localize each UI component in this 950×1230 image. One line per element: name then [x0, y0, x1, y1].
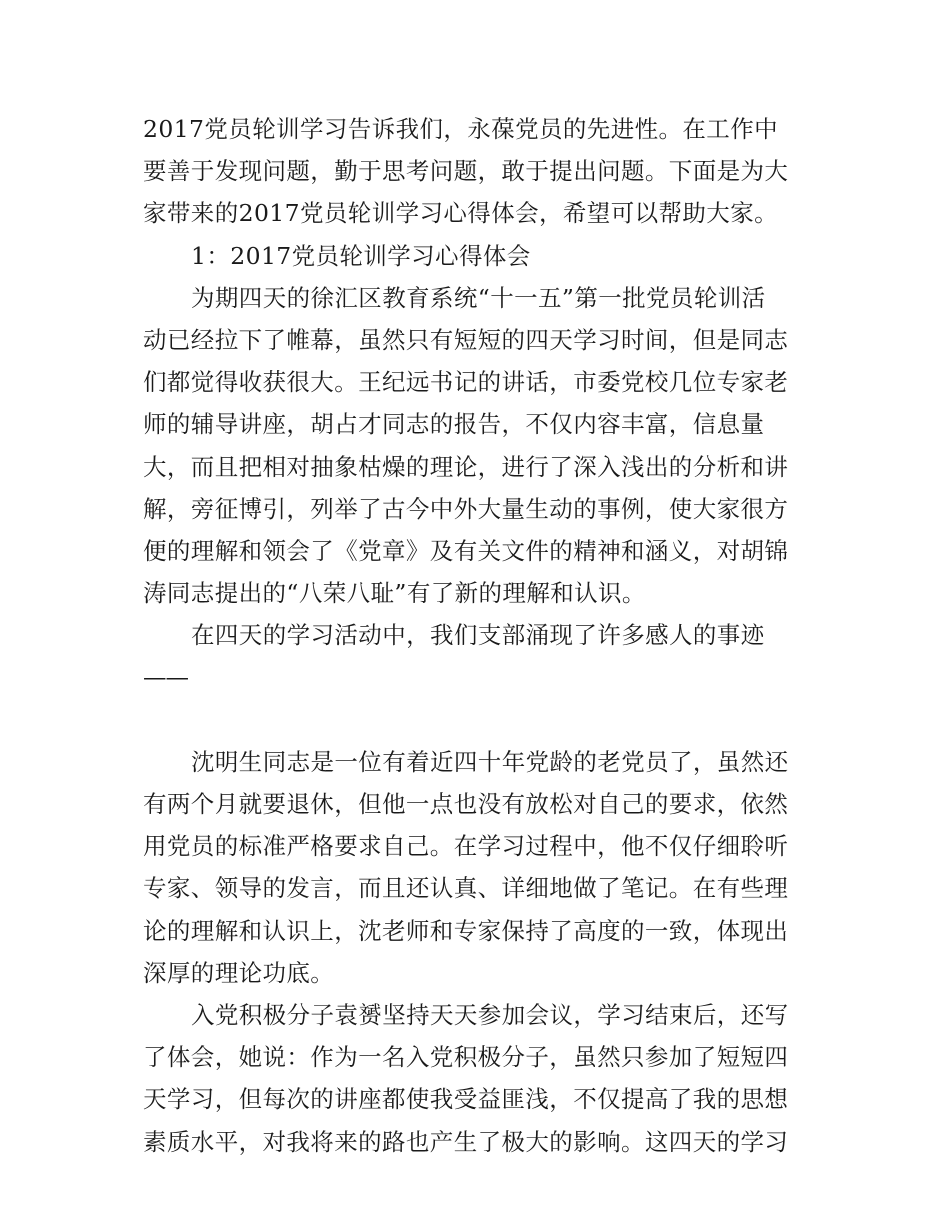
- paragraph-line: 专家、领导的发言，而且还认真、详细地做了笔记。在有些理: [143, 874, 789, 903]
- paragraph-line: 便的理解和领会了《党章》及有关文件的精神和涵义，对胡锦: [143, 536, 789, 565]
- section-heading: 1：2017党员轮训学习心得体会: [191, 241, 531, 270]
- paragraph-line: 涛同志提出的“八荣八耻”有了新的理解和认识。: [143, 579, 646, 608]
- paragraph-line: 们都觉得收获很大。王纪远书记的讲话，市委党校几位专家老: [143, 368, 789, 397]
- blank-line: [143, 699, 815, 741]
- paragraph-line: 有两个月就要退休，但他一点也没有放松对自己的要求，依然: [143, 790, 789, 818]
- paragraph-line: 入党积极分子袁赟坚持天天参加会议，学习结束后，还写: [191, 1000, 789, 1029]
- paragraph-line: 天学习，但每次的讲座都使我受益匪浅，不仅提高了我的思想: [143, 1085, 789, 1114]
- paragraph-line: 家带来的2017党员轮训学习心得体会，希望可以帮助大家。: [143, 199, 779, 228]
- paragraph-line: 2017党员轮训学习告诉我们，永葆党员的先进性。在工作中: [143, 115, 779, 143]
- paragraph-line: 沈明生同志是一位有着近四十年党龄的老党员了，虽然还: [191, 747, 789, 776]
- paragraph-line: 论的理解和认识上，沈老师和专家保持了高度的一致，体现出: [143, 916, 789, 945]
- em-dash-line: ——: [143, 663, 188, 692]
- paragraph-line: 动已经拉下了帷幕，虽然只有短短的四天学习时间，但是同志: [143, 325, 789, 354]
- document-body: [143, 108, 815, 1163]
- paragraph-line: 了体会，她说：作为一名入党积极分子，虽然只参加了短短四: [143, 1043, 789, 1072]
- paragraph-line: 为期四天的徐汇区教育系统“十一五”第一批党员轮训活: [191, 283, 766, 312]
- paragraph-line: 在四天的学习活动中，我们支部涌现了许多感人的事迹: [191, 621, 765, 650]
- paragraph-line: 师的辅导讲座，胡占才同志的报告，不仅内容丰富，信息量: [143, 410, 765, 439]
- paragraph-line: 素质水平，对我将来的路也产生了极大的影响。这四天的学习: [143, 1127, 789, 1156]
- paragraph-line: 用党员的标准严格要求自己。在学习过程中，他不仅仔细聆听: [143, 832, 789, 861]
- paragraph-line: 大，而且把相对抽象枯燥的理论，进行了深入浅出的分析和讲: [143, 452, 789, 481]
- paragraph-line: 解，旁征博引，列举了古今中外大量生动的事例，使大家很方: [143, 494, 789, 523]
- paragraph-line: 深厚的理论功底。: [143, 958, 335, 987]
- paragraph-line: 要善于发现问题，勤于思考问题，敢于提出问题。下面是为大: [143, 157, 789, 186]
